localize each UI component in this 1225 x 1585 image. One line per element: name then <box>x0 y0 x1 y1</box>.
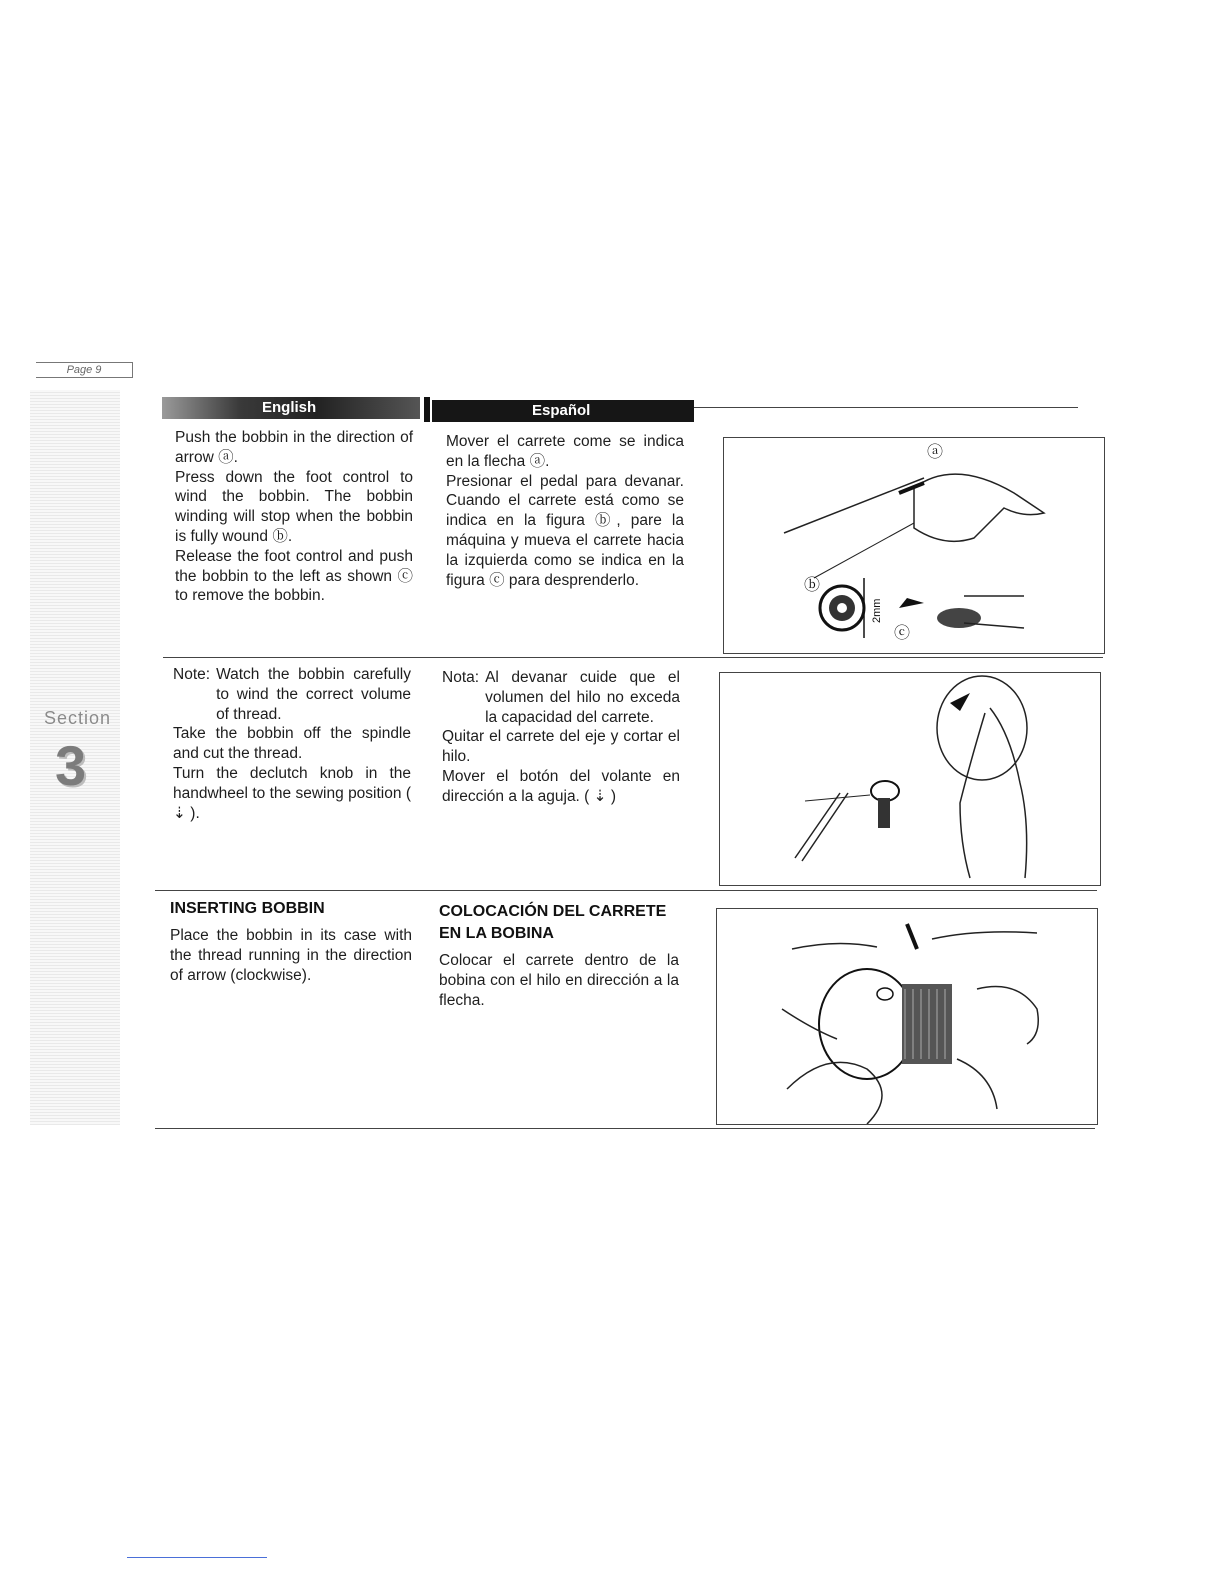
footer-link-underline <box>127 1557 267 1558</box>
block2-english-text <box>173 665 411 823</box>
block-rule <box>163 657 1103 658</box>
paragraph: Mover el botón del volante en dirección a la aguja. ( ⇣ ) <box>442 767 680 805</box>
bobbin-winding-illustration <box>724 438 1104 653</box>
label-c: ⓒ <box>894 623 911 642</box>
paragraph: Take the bobbin off the spindle and cut the thread. <box>173 725 411 763</box>
header-divider <box>424 397 430 422</box>
handwheel-illustration <box>720 673 1100 885</box>
section-number: 3 <box>55 734 87 797</box>
section-heading: COLOCACIÓN DEL CARRETE EN LA BOBINA <box>439 903 667 942</box>
paragraph: Place the bobbin in its case with the thread running in the direction of arrow (clockwise). <box>170 927 412 984</box>
note-text: Watch the bobbin carefully to wind the correct volume of thread. <box>216 666 411 723</box>
bobbin-case-illustration <box>717 909 1097 1124</box>
section-label: Section <box>44 708 112 728</box>
label-b: ⓑ <box>804 575 821 594</box>
paragraph: Turn the declutch knob in the handwheel to the sewing position ( ⇣ ). <box>173 764 411 822</box>
paragraph: Mover el carrete come se indica en la flecha ⓐ. <box>446 433 684 470</box>
block-rule <box>155 890 1097 891</box>
paragraph: Quitar el carrete del eje y cortar el hilo. <box>442 728 680 766</box>
paragraph: Press down the foot control to wind the bobbin. The bobbin winding will stop when the bobbin is fully wound ⓑ. <box>175 468 413 545</box>
block1-english-text <box>175 428 413 606</box>
note-label: Note: <box>173 666 211 683</box>
note-text: Al devanar cuide que el volumen del hilo no exceda la capacidad del carrete. <box>485 669 680 726</box>
block3-spanish-text <box>439 901 679 1010</box>
handwheel-figure <box>719 672 1101 886</box>
label-2mm: 2mm <box>871 598 883 623</box>
bobbin-winding-figure <box>723 437 1105 654</box>
block3-english-text <box>170 898 412 985</box>
paragraph: Presionar el pedal para devanar. Cuando el carrete está como se indica en la figura ⓑ, pare la máquina y mueva el carrete hacia la izquierda como se indica en la figura ⓒ para desprenderlo. <box>446 472 684 589</box>
header-rule <box>694 407 1078 408</box>
header-english: English <box>162 397 420 419</box>
label-a: ⓐ <box>927 442 944 461</box>
block1-spanish-text <box>446 432 684 590</box>
page-label: Page 9 <box>36 362 133 378</box>
note-label: Nota: <box>442 669 480 686</box>
paragraph: Push the bobbin in the direction of arrow ⓐ. <box>175 429 413 466</box>
section-heading: INSERTING BOBBIN <box>170 900 325 917</box>
block2-spanish-text <box>442 668 680 807</box>
page-bottom-rule <box>155 1128 1095 1129</box>
paragraph: Colocar el carrete dentro de la bobina con el hilo en dirección a la flecha. <box>439 952 679 1009</box>
header-spanish: Español <box>432 400 694 422</box>
paragraph: Release the foot control and push the bobbin to the left as shown ⓒ to remove the bobbin. <box>175 547 413 605</box>
bobbin-case-figure <box>716 908 1098 1125</box>
